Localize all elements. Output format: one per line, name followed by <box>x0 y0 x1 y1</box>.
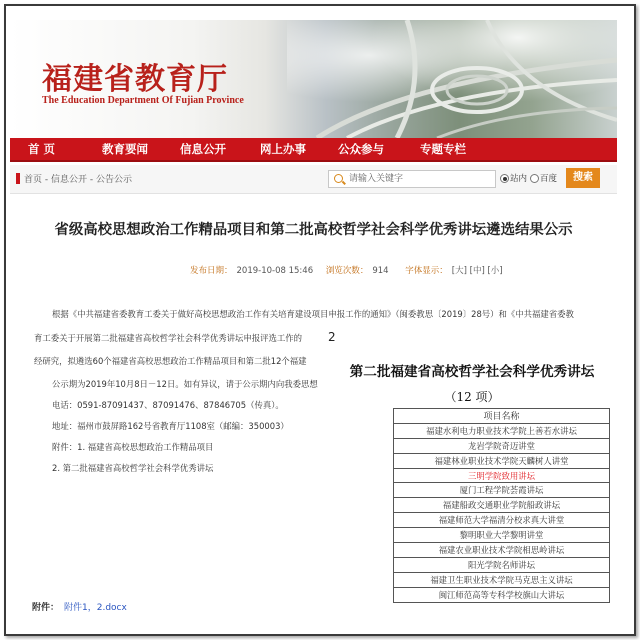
attachment-label: 附件： <box>32 603 60 613</box>
article-paragraph: 公示期为2019年10月8日－12日。如有异议，请于公示期内向我委思想 <box>52 379 318 389</box>
article-title: 省级高校思想政治工作精品项目和第二批高校哲学社会科学优秀讲坛遴选结果公示 <box>54 221 573 238</box>
article-meta <box>190 264 507 276</box>
table-row: 福建水利电力职业技术学院上善若水讲坛 <box>394 423 610 438</box>
views-count: 914 <box>372 266 389 276</box>
site-logo-title[interactable]: 福建省教育厅 <box>42 62 228 97</box>
table-row: 福建农业职业技术学院相思岭讲坛 <box>394 543 610 558</box>
projects-table <box>393 408 610 603</box>
article-paragraph: 电话：0591-87091437、87091476、87846705（传真）。 <box>52 400 284 410</box>
article-paragraph: 根据《中共福建省委教育工委关于做好高校思想政治工作有关培育建设项目申报工作的通知》（闽委教思〔2019〕28号）和《中共福建省委教 <box>52 309 574 319</box>
site-logo-subtitle: The Education Department Of Fujian Province <box>42 95 244 106</box>
nav-news[interactable]: 教育要闻 <box>102 142 148 156</box>
table-row: 黎明职业大学黎明讲堂 <box>394 528 610 543</box>
nav-info[interactable]: 信息公开 <box>180 142 226 156</box>
publish-date-label: 发布日期： <box>190 266 233 276</box>
font-size-options[interactable]: [大] [中] [小] <box>451 266 503 276</box>
views-label: 浏览次数： <box>325 266 369 276</box>
search-input[interactable] <box>349 172 489 185</box>
table-row: 福建卫生职业技术学院马克思主义讲坛 <box>394 572 610 587</box>
search-button[interactable]: 搜索 <box>566 168 600 188</box>
main-nav <box>10 138 617 162</box>
page-number: 2 <box>328 330 336 344</box>
article-paragraph: 2. 第二批福建省高校哲学社会科学优秀讲坛 <box>52 463 214 473</box>
nav-participation[interactable]: 公众参与 <box>338 142 384 156</box>
nav-topics[interactable]: 专题专栏 <box>420 142 466 156</box>
location-marker-icon <box>16 173 20 184</box>
table-row: 阳光学院名师讲坛 <box>394 557 610 572</box>
article-paragraph: 附件：1. 福建省高校思想政治工作精品项目 <box>52 442 214 452</box>
breadcrumb[interactable]: 首页 - 信息公开 - 公告公示 <box>24 175 132 185</box>
search-option-site-label: 站内 <box>510 174 528 184</box>
projects-table-panel <box>324 350 620 620</box>
table-row: 福建师范大学福清分校求真大讲堂 <box>394 513 610 528</box>
article-paragraph: 育工委关于开展第二批福建省高校哲学社会科学优秀讲坛申报评选工作的 <box>34 333 302 343</box>
font-size-label: 字体显示： <box>405 266 448 276</box>
search-box <box>328 170 496 188</box>
breadcrumb-bar <box>10 165 617 194</box>
nav-services[interactable]: 网上办事 <box>260 142 306 156</box>
search-option-baidu-radio[interactable] <box>530 174 539 183</box>
table-count: （12 项） <box>444 390 500 404</box>
search-option-baidu-label: 百度 <box>540 174 558 184</box>
search-icon <box>334 174 343 183</box>
publish-date: 2019-10-08 15:46 <box>236 266 314 276</box>
article-paragraph: 经研究，拟遴选60个福建省高校思想政治工作精品项目和第二批12个福建 <box>34 356 307 366</box>
article-paragraph: 地址：福州市鼓屏路162号省教育厅1108室（邮编：350003） <box>52 421 289 431</box>
table-header: 项目名称 <box>394 409 610 424</box>
table-row-highlighted: 三明学院致用讲坛 <box>394 468 610 483</box>
search-option-site-radio[interactable] <box>500 174 509 183</box>
table-row: 闽江师范高等专科学校旗山大讲坛 <box>394 587 610 602</box>
nav-home[interactable]: 首 页 <box>28 142 56 156</box>
table-row: 厦门工程学院荟霞讲坛 <box>394 483 610 498</box>
banner-interchange-image <box>287 20 617 138</box>
table-title: 第二批福建省高校哲学社会科学优秀讲坛 <box>349 364 595 380</box>
attachment-link[interactable]: 附件1，2.docx <box>64 603 127 613</box>
site-banner <box>10 20 617 138</box>
table-row: 福建船政交通职业学院船政讲坛 <box>394 498 610 513</box>
table-row: 龙岩学院奇迈讲堂 <box>394 438 610 453</box>
table-row: 福建林业职业技术学院天麟树人讲堂 <box>394 453 610 468</box>
